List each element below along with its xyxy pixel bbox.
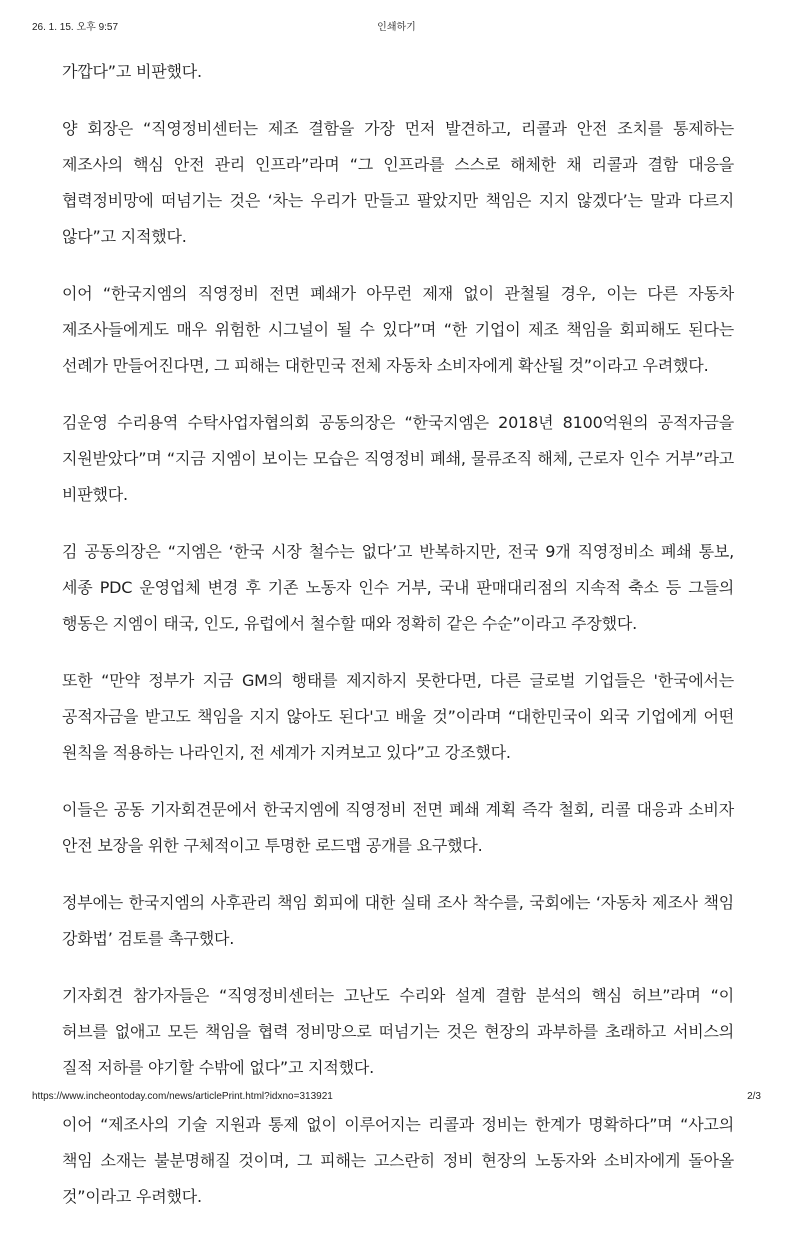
article-url[interactable]: https://www.incheontoday.com/news/articlePrint.html?idxno=313921 [32, 1091, 333, 1102]
article-paragraph: 양 회장은 “직영정비센터는 제조 결함을 가장 먼저 발견하고, 리콜과 안전 조치를 통제하는 제조사의 핵심 안전 관리 인프라”라며 “그 인프라를 스스로 해체한 채 리콜과 결함 대응을 협력정비망에 떠넘기는 것은 ‘차는 우리가 만들고 팔았지만 책임은 지지 않겠다’는 말과 다르지 않다”고 지적했다. [62, 119, 734, 246]
article-paragraph: 이들은 공동 기자회견문에서 한국지엠에 직영정비 전면 폐쇄 계획 즉각 철회, 리콜 대응과 소비자 안전 보장을 위한 구체적이고 투명한 로드맵 공개를 요구했다. [62, 800, 734, 855]
article-paragraph: 이어 “한국지엠의 직영정비 전면 폐쇄가 아무런 제재 없이 관철될 경우, 이는 다른 자동차 제조사들에게도 매우 위험한 시그널이 될 수 있다”며 “한 기업이 제조 책임을 회피해도 된다는 선례가 만들어진다면, 그 피해는 대한민국 전체 자동차 소비자에게 확산될 것”이라고 우려했다. [62, 284, 734, 375]
page-number: 2/3 [747, 1091, 761, 1102]
print-header [0, 20, 793, 36]
article-paragraph: 김운영 수리용역 수탁사업자협의회 공동의장은 “한국지엠은 2018년 8100억원의 공적자금을 지원받았다”며 “지금 지엠이 보이는 모습은 직영정비 폐쇄, 물류조직 해체, 근로자 인수 거부”라고 비판했다. [62, 413, 734, 504]
article-paragraph: 김 공동의장은 “지엠은 ‘한국 시장 철수는 없다’고 반복하지만, 전국 9개 직영정비소 폐쇄 통보, 세종 PDC 운영업체 변경 후 기존 노동자 인수 거부, 국내 판매대리점의 지속적 축소 등 그들의 행동은 지엠이 태국, 인도, 유럽에서 철수할 때와 정확히 같은 수순”이라고 주장했다. [62, 542, 734, 633]
print-datetime: 26. 1. 15. 오후 9:57 [32, 22, 119, 33]
print-title: 인쇄하기 [377, 22, 416, 33]
article-paragraph: 또한 “만약 정부가 지금 GM의 행태를 제지하지 못한다면, 다른 글로벌 기업들은 '한국에서는 공적자금을 받고도 책임을 지지 않아도 된다'고 배울 것”이라며 “대한민국이 외국 기업에게 어떤 원칙을 적용하는 나라인지, 전 세계가 지켜보고 있다”고 강조했다. [62, 671, 734, 762]
article-paragraph: 정부에는 한국지엠의 사후관리 책임 회피에 대한 실태 조사 착수를, 국회에는 ‘자동차 제조사 책임 강화법’ 검토를 촉구했다. [62, 893, 734, 948]
print-footer [0, 1089, 793, 1105]
article-body [62, 54, 734, 1236]
article-paragraph: 이어 “제조사의 기술 지원과 통제 없이 이루어지는 리콜과 정비는 한계가 명확하다”며 “사고의 책임 소재는 불분명해질 것이며, 그 피해는 고스란히 정비 현장의 노동자와 소비자에게 돌아올 것”이라고 우려했다. [62, 1115, 734, 1206]
article-paragraph: 가깝다”고 비판했다. [62, 62, 202, 81]
article-paragraph: 기자회견 참가자들은 “직영정비센터는 고난도 수리와 설계 결함 분석의 핵심 허브”라며 “이 허브를 없애고 모든 책임을 협력 정비망으로 떠넘기는 것은 현장의 과부하를 초래하고 서비스의 질적 저하를 야기할 수밖에 없다”고 지적했다. [62, 986, 734, 1077]
